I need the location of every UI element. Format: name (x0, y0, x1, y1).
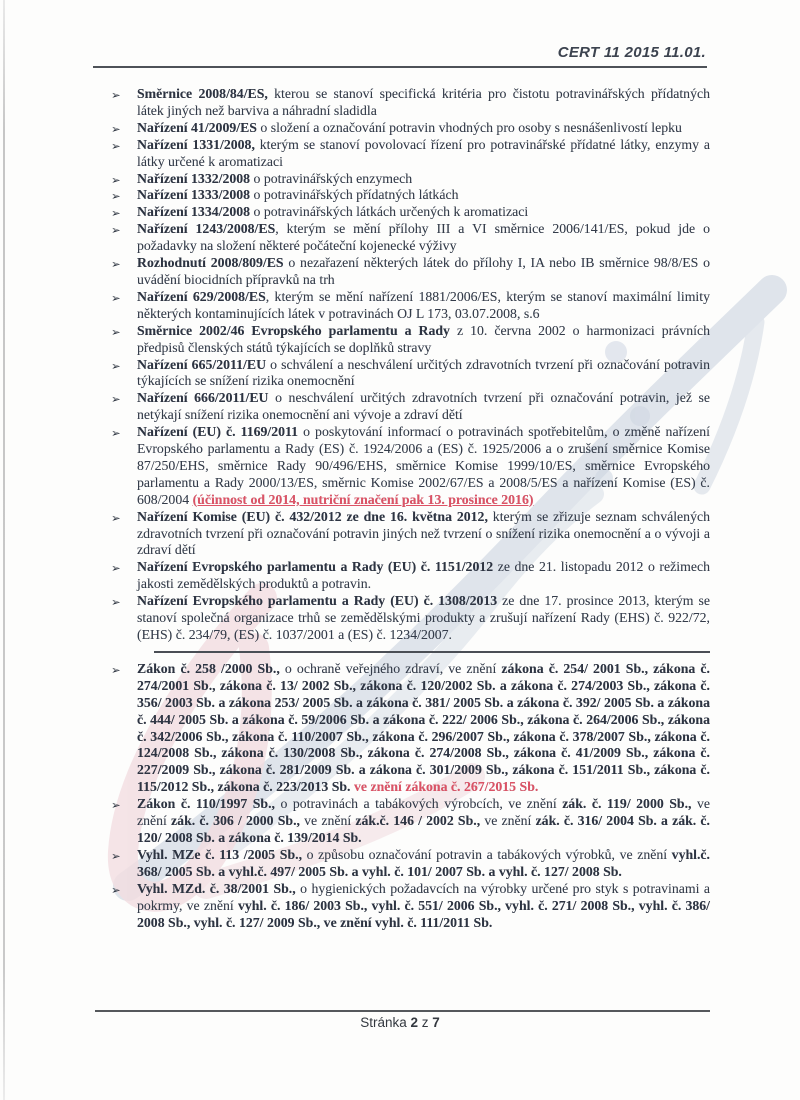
bullet-arrow-icon: ➢ (111, 88, 121, 102)
bullet-arrow-icon: ➢ (111, 189, 121, 204)
text-segment: , kterým se mění přílohy III a VI směrnice 2006/141/ES, pokud jde o požadavky na složení některé počáteční kojenecké výživy (137, 221, 710, 254)
bullet-arrow-icon: ➢ (111, 223, 121, 238)
list-item (90, 289, 710, 323)
text-segment: Nařízení Komise (EU) č. 432/2012 ze dne 16. května 2012, (137, 508, 488, 524)
text-segment: zák.č. 146 / 2002 Sb., (355, 813, 481, 829)
text-segment: Rozhodnutí 2008/809/ES (137, 255, 284, 271)
text-segment: ze dne 17. prosince 2013, kterým se stanoví společná organizace trhů se zemědělskými produkty a zrušují nařízení Rady (EHS) č. 922/72, (EHS) č. 234/79, (ES) č. 1037/2001 a (ES) č. 1234/2007. (137, 593, 710, 642)
list-item-text (137, 323, 710, 357)
footer-current-page: 2 (410, 1015, 418, 1030)
bullet-arrow-icon: ➢ (111, 138, 121, 153)
text-segment: o složení a označování potravin vhodných pro osoby s nesnášenlivostí lepku (256, 119, 682, 135)
list-item (90, 847, 710, 881)
list-item (90, 221, 710, 255)
text-segment: Směrnice 2002/46 Evropského parlamentu a Rady (137, 322, 450, 338)
scan-edge-right (790, 42, 792, 957)
section-divider (154, 651, 710, 653)
text-segment: Nařízení 1334/2008 (137, 204, 251, 220)
text-segment: Nařízení 1331/2008, (137, 136, 255, 152)
text-segment: Nařízení 1332/2008 (137, 170, 251, 186)
list-item (90, 559, 710, 593)
list-item-text (137, 390, 710, 424)
text-segment: vyhl. č. 186/ 2003 Sb., vyhl. č. 551/ 2006 Sb., vyhl. č. 271/ 2008 Sb., vyhl. č. 386/ 2008 Sb., vyhl. č. 127/ 2009 Sb., ve znění vyhl. č. 111/2011 Sb. (137, 897, 710, 930)
text-segment: Nařízení 1333/2008 (137, 187, 251, 203)
list-item-text (137, 86, 710, 120)
list-item-text (137, 255, 710, 289)
list-item (90, 120, 710, 137)
list-item (90, 255, 710, 289)
text-segment: kterým se zřizuje seznam schválených zdravotních tvrzení při označování potravin jiných než tvrzení o snížení rizika onemocnění a o vývoji a zdraví dětí (137, 508, 710, 558)
list-item (90, 204, 710, 221)
text-segment: o potravinářských látkách určených k aromatizaci (250, 204, 529, 220)
text-segment: ve znění (299, 813, 356, 829)
bullet-arrow-icon: ➢ (111, 358, 121, 373)
list-item (90, 357, 710, 391)
bullet-arrow-icon: ➢ (111, 121, 121, 136)
list-item-text (137, 424, 710, 509)
page-number-footer (0, 1015, 800, 1030)
text-segment: o schválení a neschválení určitých zdravotních tvrzení při označování potravin týkajících se snížení rizika onemocnění (137, 356, 710, 389)
text-segment: Vyhl. MZd. č. 38/2001 Sb., (137, 880, 296, 896)
bullet-arrow-icon: ➢ (111, 426, 121, 441)
text-segment: Zákon č. 258 /2000 Sb., (137, 660, 280, 676)
text-segment: , kterým se mění nařízení 1881/2006/ES, kterým se stanoví maximální limity některých kontaminujících látek v potravinách OJ L 173, 03.07.2008, s.6 (137, 288, 710, 321)
text-segment: Nařízení Evropského parlamentu a Rady (EU) č. 1151/2012 (137, 559, 494, 575)
text-segment: o nezařazení některých látek do přílohy I, IA nebo IB směrnice 98/8/ES o uvádění biocidních přípravků na trh (137, 255, 710, 287)
list-item (90, 137, 710, 171)
list-item (90, 509, 710, 560)
bullet-arrow-icon: ➢ (111, 848, 121, 863)
text-segment: kterým se stanoví povolovací řízení pro potravinářské přídatné látky, enzymy a látky určené k aromatizaci (137, 136, 711, 169)
list-item-text (137, 559, 710, 593)
bullet-arrow-icon: ➢ (111, 290, 121, 305)
document-code: CERT 11 2015 11.01. (557, 44, 706, 61)
text-segment: kterou se stanoví specifická kritéria pro čistotu potravinářských přídatných látek jiných než barviva a náhradní sladidla (137, 86, 710, 118)
list-item-text (137, 357, 710, 391)
bullet-arrow-icon: ➢ (111, 324, 121, 339)
scan-edge-left (3, 0, 5, 1100)
text-segment: ve znění (137, 796, 710, 829)
text-segment: o neschválení určitých zdravotních tvrzení při označování potravin, jež se netýkají snížení rizika onemocnění ani vývoje a zdraví dětí (137, 390, 711, 423)
bullet-arrow-icon: ➢ (111, 882, 121, 897)
list-item-text (137, 881, 710, 932)
list-item (90, 171, 710, 188)
text-segment: z 10. června 2002 o harmonizaci právních předpisů členských států týkajících se doplňků stravy (137, 322, 710, 355)
list-item-text (137, 137, 710, 171)
text-segment: Nařízení 665/2011/EU (137, 356, 267, 372)
list-item-text (137, 847, 710, 881)
text-segment: ze dne 21. listopadu 2012 o režimech jakosti zemědělských produktů a potravin. (137, 559, 710, 592)
list-item-text (137, 120, 710, 137)
list-item (90, 390, 710, 424)
bullet-arrow-icon: ➢ (111, 257, 121, 272)
bullet-arrow-icon: ➢ (111, 392, 121, 407)
footer-prefix: Stránka (360, 1015, 411, 1030)
list-item-text (137, 593, 710, 644)
text-segment: Směrnice 2008/84/ES, (137, 86, 268, 101)
footer-total-pages: 7 (432, 1015, 440, 1030)
bullet-arrow-icon: ➢ (111, 206, 121, 221)
bullet-arrow-icon: ➢ (111, 595, 121, 610)
list-item-text (137, 661, 710, 796)
header-rule (93, 66, 707, 68)
list-item (90, 796, 710, 847)
footer-rule (95, 1010, 710, 1012)
list-item (90, 323, 710, 357)
list-item-text (137, 204, 710, 221)
bullet-arrow-icon: ➢ (111, 798, 121, 813)
text-segment: Nařízení (EU) č. 1169/2011 (137, 424, 299, 440)
text-segment: Nařízení 666/2011/EU (137, 390, 269, 406)
highlighted-red-text: ve znění zákona č. 267/2015 Sb. (353, 779, 539, 795)
text-segment: Vyhl. MZe č. 113 /2005 Sb., (137, 846, 303, 862)
bullet-arrow-icon: ➢ (111, 172, 121, 187)
text-segment: zákona č. 254/ 2001 Sb., zákona č. 274/2001 Sb., zákona č. 13/ 2002 Sb., zákona č. 120/2002 Sb. a zákona č. 274/2003 Sb., zákona č. 356/ 2003 Sb. a zákona 253/ 2005 Sb. a zákona č. 381/ 2005 Sb. a zákona č. 392/ 2005 Sb. a zákona č. 444/ 2005 Sb. a zákona č. 59/2006 Sb. a zákona č. 222/ 2006 Sb., zákona č. 264/2006 Sb., zákona č. 342/2006 Sb., zákona č. 110/2007 Sb., zákona č. 296/2007 Sb., zákona č. 378/2007 Sb., zákona č. 124/2008 Sb., zákona č. 130/2008 Sb., zákona č. 274/2008 Sb., zákona č. 41/2009 Sb., zákona č. 227/2009 Sb., zákona č. 281/2009 Sb. a zákona č. 301/2009 Sb., zákona č. 151/2011 Sb., zákona č. 115/2012 Sb., zákona č. 223/2013 Sb. (137, 660, 710, 795)
list-item-text (137, 289, 710, 323)
text-segment: zák. č. 306 / 2000 Sb., (171, 813, 300, 829)
text-segment: o hygienických požadavcích na výrobky určené pro styk s potravinami a pokrmy, ve znění (137, 880, 710, 913)
bullet-arrow-icon: ➢ (111, 510, 121, 525)
text-segment: o potravinářských přídatných látkách (250, 187, 459, 203)
text-segment: o potravinách a tabákových výrobcích, ve znění (275, 796, 563, 812)
highlighted-red-text: (účinnost od 2014, nutriční značení pak 13. prosince 2016) (192, 491, 534, 507)
text-segment: Nařízení Evropského parlamentu a Rady (EU) č. 1308/2013 (137, 593, 498, 609)
text-segment: o způsobu označování potravin a tabákových výrobků, ve znění (302, 846, 672, 862)
text-segment: o ochraně veřejného zdraví, ve znění (279, 660, 502, 676)
text-segment: Nařízení 1243/2008/ES (137, 221, 276, 237)
text-segment: zák. č. 119/ 2000 Sb., (562, 796, 692, 812)
text-segment: vyhl.č. 368/ 2005 Sb. a vyhl.č. 497/ 2005 Sb. a vyhl. č. 101/ 2007 Sb. a vyhl. č. 127/ 2008 Sb. (137, 846, 710, 879)
list-item (90, 86, 710, 120)
list-item-text (137, 796, 710, 847)
list-item (90, 593, 710, 644)
list-item (90, 881, 710, 932)
text-segment: Nařízení 629/2008/ES (137, 288, 266, 304)
footer-separator: z (418, 1015, 433, 1030)
text-segment: ve znění (480, 813, 536, 829)
bullet-arrow-icon: ➢ (111, 662, 121, 677)
legislation-list (90, 86, 710, 931)
list-item (90, 424, 710, 509)
text-segment: o poskytování informací o potravinách spotřebitelům, o změně nařízení Evropského parlamentu a Rady (ES) č. 1924/2006 a (ES) č. 1925/2006 a o zrušení směrnice Komise 87/250/EHS, směrnice Rady 90/496/EHS, směrnice Komise 1999/10/ES, směrnice Evropského parlamentu a Rady 2000/13/ES, směrnic Komise 2002/67/ES a 2008/5/ES a nařízení Komise (ES) č. 608/2004 (137, 424, 710, 507)
list-item-text (137, 187, 710, 204)
list-item-text (137, 509, 710, 560)
list-item-text (137, 171, 710, 188)
text-segment: Zákon č. 110/1997 Sb., (137, 796, 275, 812)
text-segment: o potravinářských enzymech (250, 170, 413, 186)
text-segment: Nařízení 41/2009/ES (137, 119, 257, 135)
bullet-arrow-icon: ➢ (111, 561, 121, 576)
list-item (90, 187, 710, 204)
text-segment: zák. č. 316/ 2004 Sb. a zák. č. 120/ 2008 Sb. a zákona č. 139/2014 Sb. (137, 813, 710, 845)
list-item (90, 661, 710, 796)
list-item-text (137, 221, 710, 255)
